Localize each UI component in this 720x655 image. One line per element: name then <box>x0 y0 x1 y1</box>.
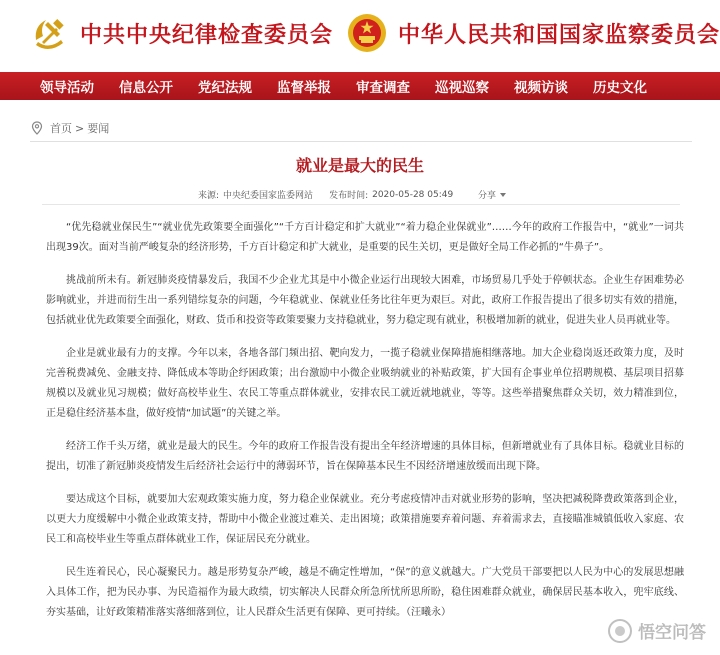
main-nav <box>0 72 720 100</box>
wukong-logo-icon <box>608 619 632 643</box>
source-label: 来源: <box>198 191 220 201</box>
article-paragraph: 企业是就业最有力的支撑。今年以来，各地各部门频出招、靶向发力，一揽子稳就业保障措施相继落地。加大企业稳岗返还政策力度，及时完善税费减免、金融支持、降低成本等助企纾困政策；出台激励中小微企业吸纳就业的补贴政策，扩大国有企事业单位招聘规模、基层项目招募规模以及就业见习规模；做好高校毕业生、农民工等重点群体就业，安排农民工就近就地就业，等等。这些举措聚焦群众关切，效力精准到位，正是稳住经济基本盘，做好疫情“加试题”的关键之举。 <box>46 348 684 419</box>
watermark-text: 悟空问答 <box>638 623 706 643</box>
watermark <box>608 618 706 643</box>
date-value: 2020-05-28 05:49 <box>372 189 454 200</box>
chevron-down-icon <box>500 193 506 197</box>
nav-item-video[interactable]: 视频访谈 <box>514 80 568 96</box>
nav-item-info-disclosure[interactable]: 信息公开 <box>119 80 173 96</box>
breadcrumb-current[interactable]: 要闻 <box>87 122 110 135</box>
article-paragraph: 挑战前所未有。新冠肺炎疫情暴发后，我国不少企业尤其是中小微企业运行出现较大困难，市场贸易几乎处于停顿状态。企业生存困难势必影响就业，并进而衍生出一系列错综复杂的问题，今年稳就业、保就业任务比往年更为艰巨。对此，政府工作报告提出了很多切实有效的措施，包括就业优先政策要全面强化，财政、货币和投资等政策要聚力支持稳就业，努力稳定现有就业，积极增加新的就业，促进失业人员再就业等。 <box>46 275 684 326</box>
nav-item-investigation[interactable]: 审查调查 <box>356 80 410 96</box>
nsc-logo[interactable] <box>346 12 720 54</box>
location-pin-icon <box>30 121 44 135</box>
date-label: 发布时间: <box>329 191 369 201</box>
national-emblem-icon <box>346 12 388 54</box>
article-paragraph: “优先稳就业保民生”“就业优先政策要全面强化”“千方百计稳定和扩大就业”“着力稳企业保就业”……今年的政府工作报告中，“就业”一词共出现39次。面对当前严峻复杂的经济形势，千方百计稳定和扩大就业，是重要的民生关切，更是做好全局工作必抓的“牛鼻子”。 <box>46 222 684 253</box>
breadcrumb <box>30 120 109 136</box>
article-title: 就业是最大的民生 <box>295 156 424 175</box>
source-value: 中央纪委国家监委网站 <box>223 191 314 201</box>
site-header <box>0 0 720 72</box>
breadcrumb-home[interactable]: 首页 <box>50 122 72 135</box>
nav-item-leadership[interactable]: 领导活动 <box>40 80 94 96</box>
nav-item-report[interactable]: 监督举报 <box>277 80 331 96</box>
party-emblem-icon <box>28 12 70 54</box>
nav-item-regulations[interactable]: 党纪法规 <box>198 80 252 96</box>
share-label: 分享 <box>478 191 497 201</box>
article-paragraph: 民生连着民心，民心凝聚民力。越是形势复杂严峻，越是不确定性增加，“保”的意义就越大。广大党员干部要把以人民为中心的发展思想融入具体工作，把为民办事、为民造福作为最大政绩，切实解决人民群众所急所忧所思所盼，稳住困难群众就业，确保居民基本收入，兜牢底线、夯实基础，让好政策精准落实落细落到位，让人民群众生活更有保障、更可持续。（汪曦永） <box>46 567 684 618</box>
nav-item-history[interactable]: 历史文化 <box>593 80 647 96</box>
article-paragraph: 经济工作千头万绪，就业是最大的民生。今年的政府工作报告没有提出全年经济增速的具体目标，但新增就业有了具体目标。稳就业目标的提出，切准了新冠肺炎疫情发生后经济社会运行中的薄弱环节，旨在保障基本民生不因经济增速放缓而出现下降。 <box>46 441 684 472</box>
nav-item-inspection[interactable]: 巡视巡察 <box>435 80 489 96</box>
article-paragraph: 要达成这个目标，就要加大宏观政策实施力度，努力稳企业保就业。充分考虑疫情冲击对就业形势的影响，坚决把减税降费政策落到企业，以更大力度缓解中小微企业政策支持，帮助中小微企业渡过难关、走出困境；政策措施要弃着问题、弃着需求去，直接瞄准城镇低收入家庭、农民工和高校毕业生等重点群体就业工作，保证居民充分就业。 <box>46 494 684 545</box>
article-body <box>46 218 684 636</box>
breadcrumb-separator: > <box>75 121 85 135</box>
nsc-title: 中华人民共和国国家监察委员会 <box>398 21 720 48</box>
divider <box>30 141 692 142</box>
share-button[interactable] <box>478 188 506 201</box>
article-meta <box>198 188 457 201</box>
ccdi-title: 中共中央纪律检查委员会 <box>80 21 334 48</box>
divider <box>42 204 680 205</box>
ccdi-logo[interactable] <box>28 12 333 54</box>
